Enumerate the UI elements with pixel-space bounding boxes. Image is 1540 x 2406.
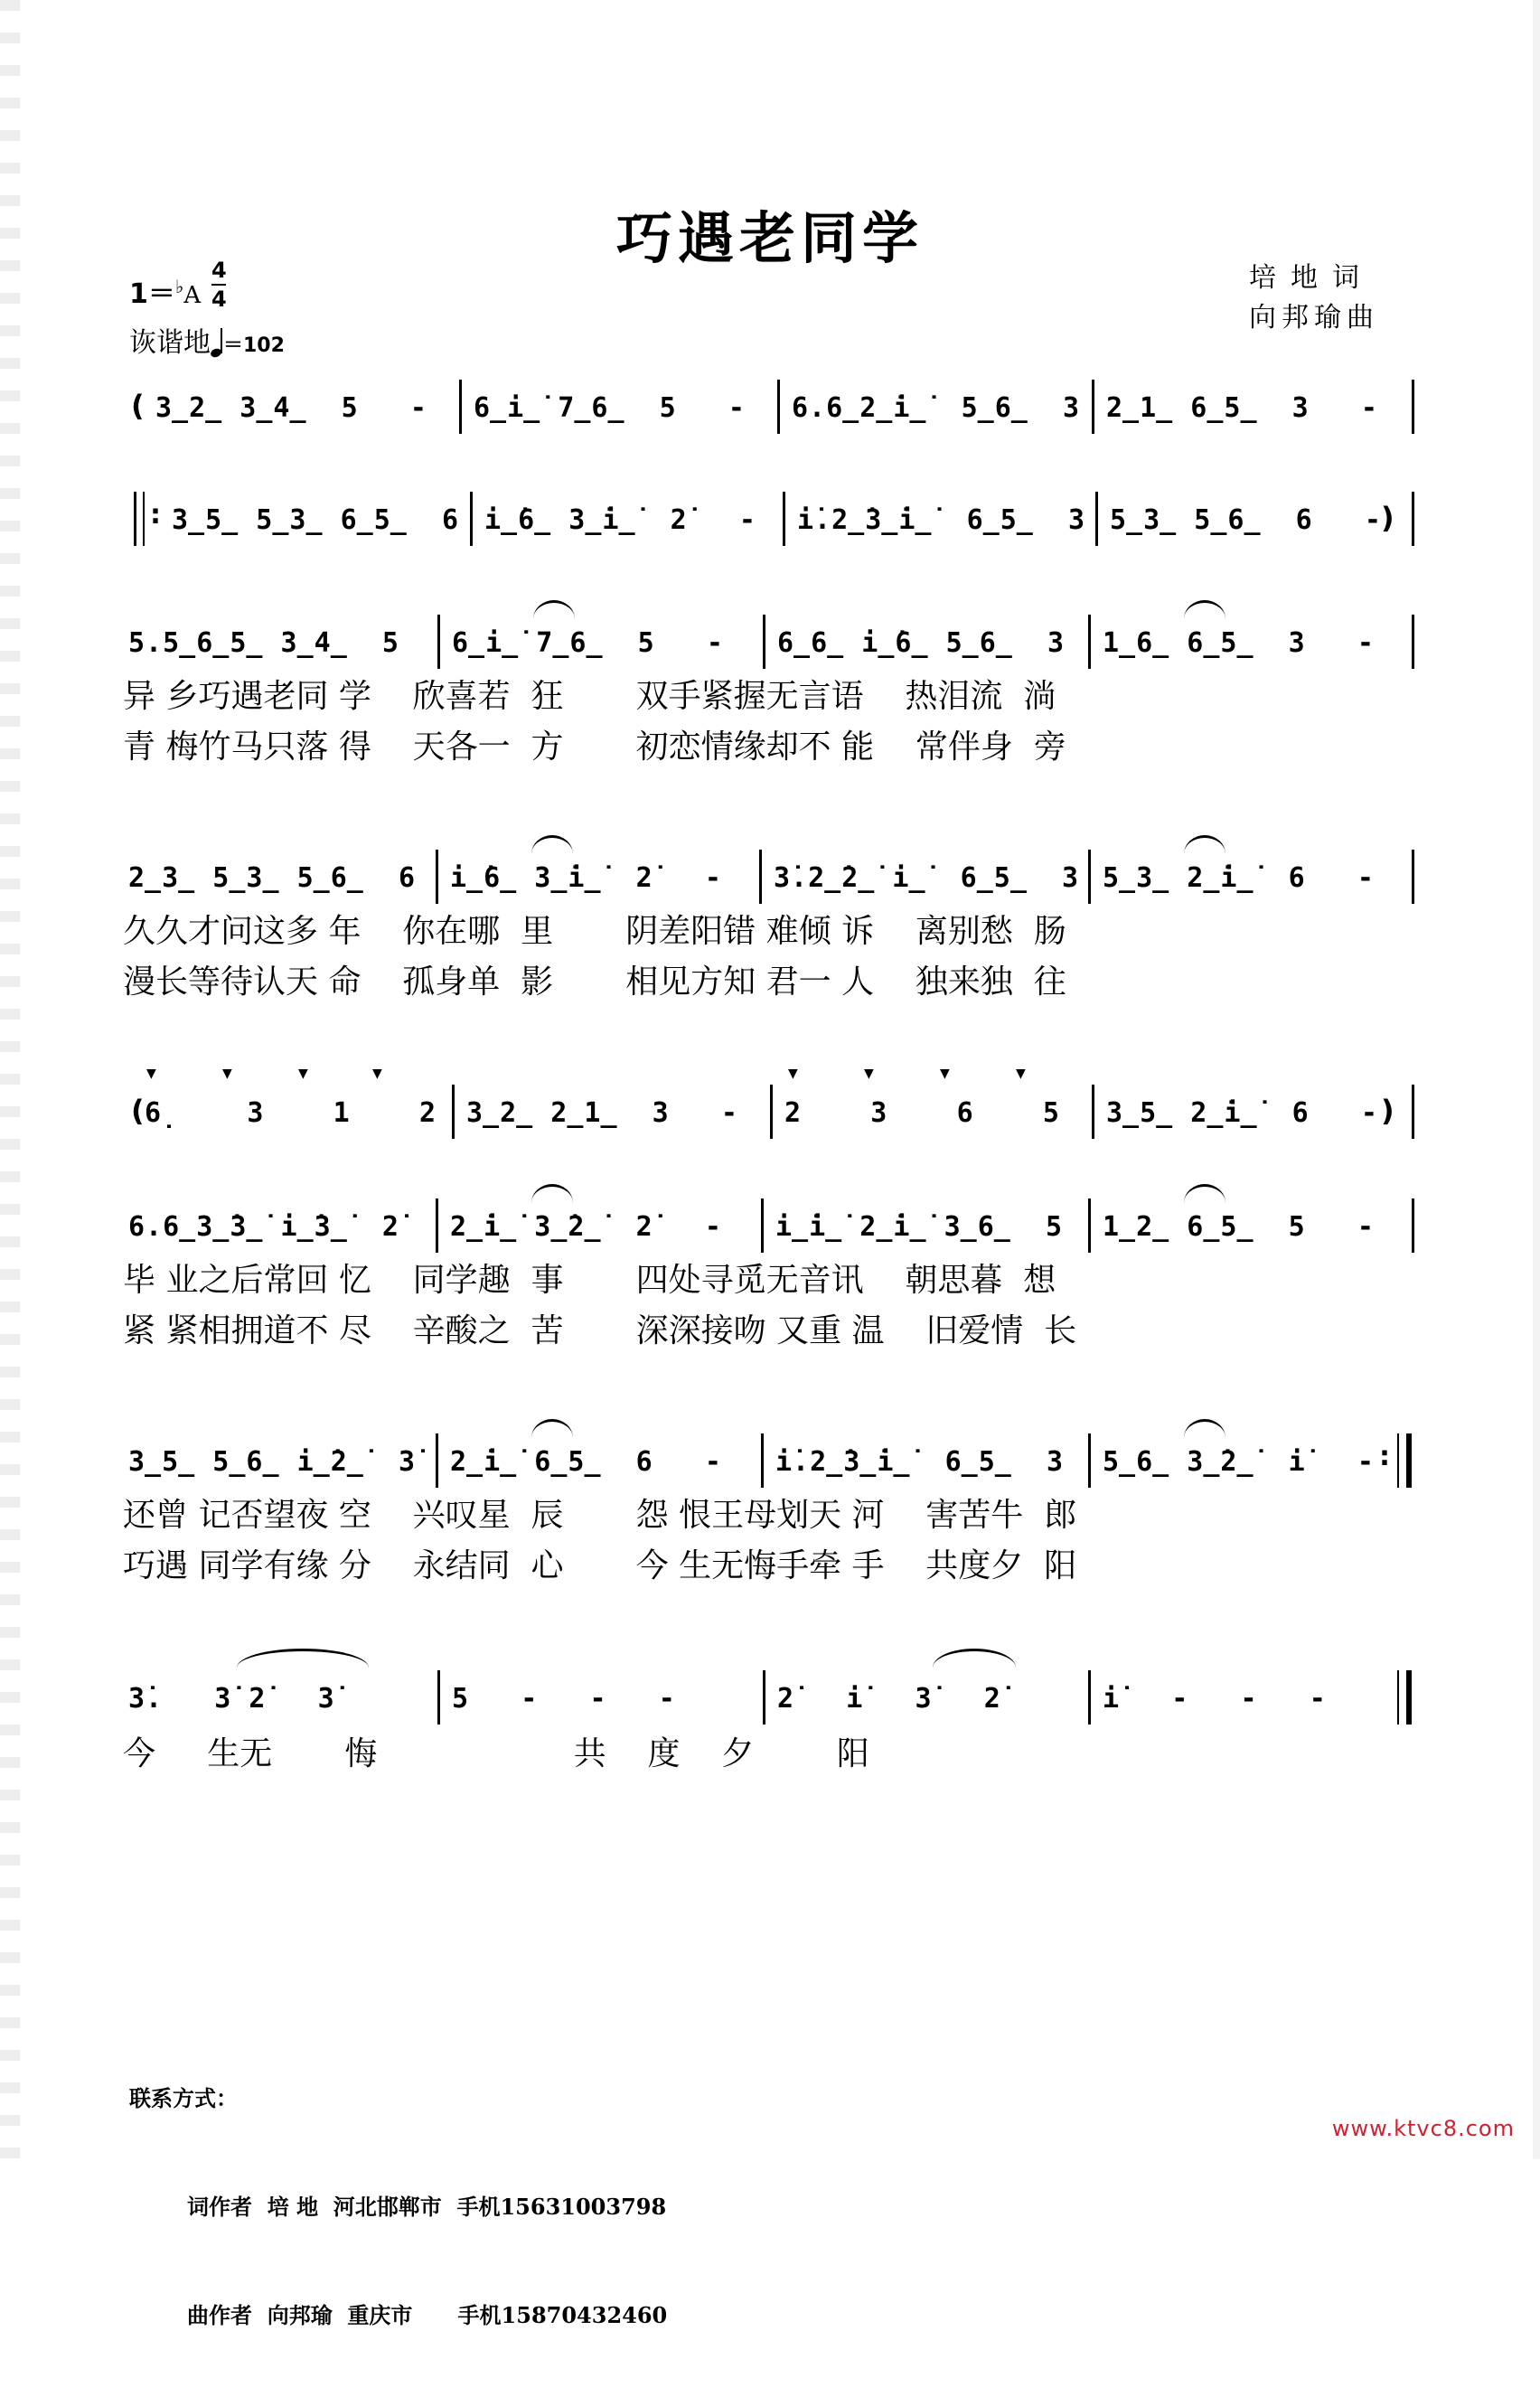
measure: 2̲̇i̲̇ 3̲̇2̲̇ 2̇ - [450, 1211, 722, 1243]
bar-line [436, 1198, 438, 1253]
lyrics-verse-2: 巧遇 同学有缘 分 永结同 心 今 生无悔手牵 手 共度夕 阳 [123, 1547, 1077, 1584]
side-watermark-strip [0, 0, 20, 2159]
measure: 5̲6̲ 3̲̇2̲̇ i̇ - [1103, 1446, 1375, 1478]
bar-line [1088, 1198, 1091, 1253]
tie [531, 1419, 573, 1438]
lyrics-verse-1: 毕 业之后常回 忆 同学趣 事 四处寻觅无音讯 朝思暮 想 [123, 1262, 1056, 1299]
repeat-dots: : [150, 499, 161, 531]
accent-mark-icon: ▼ [372, 1067, 382, 1081]
measure: 6.6̲2̲̇i̲̇ 5̲6̲ 3 [792, 392, 1081, 424]
tie [531, 835, 573, 854]
measure: 2̲̇i̲̇ 6̲5̲ 6 - [450, 1446, 722, 1478]
measure: 2̲1̲ 6̲5̲ 3 - [1106, 392, 1378, 424]
measure: 2̲3̲ 5̲3̲ 5̲6̲ 6 [128, 862, 417, 894]
bar-line [1412, 1085, 1414, 1139]
final-bar-thin [1397, 1670, 1399, 1725]
measure: 6̲i̲̇ 7̲6̲ 5 - [452, 627, 724, 659]
measure: 6̲6̲ i̲̇6̲ 5̲6̲ 3 [777, 627, 1066, 659]
score-row-2 [0, 492, 1540, 555]
bar-line [1412, 850, 1414, 904]
measure: 1̲2̲ 6̲5̲ 5 - [1103, 1211, 1375, 1243]
accent-mark-icon: ▼ [146, 1067, 156, 1081]
bar-line [1092, 380, 1094, 434]
measure: i̲̇6̲ 3̲̇i̲̇ 2̇ - [450, 862, 722, 894]
bar-line [1412, 380, 1414, 434]
score-row-4 [0, 850, 1540, 913]
bar-line [1412, 492, 1414, 546]
tempo-marking [129, 320, 285, 360]
measure: 2̇ i̇ 3̇ 2̇ [777, 1683, 1001, 1715]
repeat-start-thin [143, 492, 145, 546]
measure: 6̣ 3 1 2 [145, 1097, 437, 1129]
measure: i̇.2̲̇3̲̇i̲̇ 6̲5̲ 3 [775, 1446, 1065, 1478]
tie [1184, 600, 1225, 619]
measure: 2 3 6 5 [784, 1097, 1060, 1129]
bar-line [763, 1670, 765, 1725]
final-bar-thick [1406, 1670, 1412, 1725]
measure: 5.5̲6̲5̲ 3̲4̲ 5 [128, 627, 399, 659]
key-signature [129, 271, 201, 311]
contact-heading: 联系方式： [129, 2085, 238, 2111]
bar-line [436, 1433, 438, 1488]
lyrics-verse-1: 异 乡巧遇老同 学 欣喜若 狂 双手紧握无言语 热泪流 淌 [123, 678, 1056, 715]
bar-line [1095, 492, 1098, 546]
flat-sign: ♭ [174, 276, 184, 297]
close-paren: ) [1381, 501, 1394, 535]
measure: i̇ - - - [1103, 1683, 1327, 1715]
accent-mark-icon: ▼ [940, 1067, 950, 1081]
lyrics-verse-2: 漫长等待认天 命 孤身单 影 相见方知 君一 人 独来独 往 [123, 963, 1066, 1001]
tie [533, 600, 575, 619]
tie [933, 1649, 1016, 1668]
measure: 3̲5̲ 5̲3̲ 6̲5̲ 6 [172, 504, 460, 536]
bar-line [761, 1433, 764, 1488]
measure: 5̲3̲ 5̲6̲ 6 - [1110, 504, 1382, 536]
close-paren: ) [1381, 1094, 1394, 1128]
open-paren: ( [131, 389, 145, 423]
bar-line [1412, 615, 1414, 669]
bar-line [436, 850, 438, 904]
score-row-7 [0, 1433, 1540, 1497]
measure: 6̲i̲̇ 7̲6̲ 5 - [474, 392, 746, 424]
accent-mark-icon: ▼ [298, 1067, 308, 1081]
measure: 5 - - - [452, 1683, 676, 1715]
accent-mark-icon: ▼ [864, 1067, 874, 1081]
bar-line [1088, 1670, 1091, 1725]
bar-line [452, 1085, 455, 1139]
bar-line [1088, 850, 1091, 904]
measure: 5̲3̲ 2̲̇i̲̇ 6 - [1103, 862, 1375, 894]
repeat-dots: : [1379, 1441, 1390, 1472]
measure: 3̲5̲ 2̲̇i̲̇ 6 - [1106, 1097, 1378, 1129]
quarter-note-icon [211, 330, 223, 357]
tempo-bpm: ＝102 [223, 334, 285, 357]
accent-mark-icon: ▼ [788, 1067, 798, 1081]
measure: 3̇. 3̇ 2̇ 3̇ [128, 1683, 335, 1715]
tie [531, 1184, 573, 1203]
meter-top: 4 [211, 258, 227, 283]
song-title: 巧遇老同学 [615, 205, 924, 271]
right-edge-strip [1533, 0, 1540, 2159]
tie [1184, 1419, 1225, 1438]
measure: i̲̇6̲ 3̲̇i̲̇ 2̇ - [484, 504, 756, 536]
repeat-end-thick [1406, 1433, 1412, 1488]
contact-lyricist: 词作者 培 地 河北邯郸市 手机15631003798 [187, 2194, 667, 2220]
score-row-1 [0, 380, 1540, 443]
lyrics-verse-2: 紧 紧相拥道不 尽 辛酸之 苦 深深接吻 又重 温 旧爱情 长 [123, 1312, 1077, 1349]
tempo-text: 诙谐地 [129, 327, 211, 359]
tie [237, 1649, 369, 1668]
measure: 6.6̲3̲̇3̲̇ i̲̇3̲̇ 2̇ [128, 1211, 399, 1243]
score-row-3 [0, 615, 1540, 678]
lyrics-ending: 今 生无 悔 共 度 夕 阳 [123, 1735, 869, 1772]
bar-line [1088, 615, 1091, 669]
bar-line [1092, 1085, 1094, 1139]
measure: 3̲2̲ 3̲4̲ 5 - [155, 392, 427, 424]
measure: 3̲5̲ 5̲6̲ i̲̇2̲̇ 3̇ [128, 1446, 417, 1478]
measure: 1̲6̲ 6̲5̲ 3 - [1103, 627, 1375, 659]
score-row-8 [0, 1670, 1540, 1734]
accent-mark-icon: ▼ [222, 1067, 232, 1081]
composer-credit: 向邦瑜曲 [1249, 302, 1379, 334]
bar-line [1412, 1198, 1414, 1253]
score-row-5 [0, 1067, 1540, 1148]
accent-mark-icon: ▼ [1016, 1067, 1026, 1081]
key-note: A [183, 282, 202, 309]
bar-line [437, 615, 440, 669]
measure: i̲̇i̲̇ 2̲̇i̲̇ 3̲6̲ 5 [775, 1211, 1064, 1243]
score-row-6 [0, 1198, 1540, 1262]
tie [1184, 1184, 1225, 1203]
lyrics-verse-1: 久久才问这多 年 你在哪 里 阴差阳错 难倾 诉 离别愁 肠 [123, 913, 1066, 950]
contact-info [129, 2008, 667, 2406]
contact-composer: 曲作者 向邦瑜 重庆市 手机15870432460 [187, 2302, 668, 2328]
open-paren: ( [131, 1094, 145, 1128]
bar-line [777, 380, 780, 434]
lyricist-credit: 培地词 [1249, 262, 1374, 294]
measure: 3̲2̲ 2̲1̲ 3 - [466, 1097, 738, 1129]
measure: i̇.2̲̇3̲̇i̲̇ 6̲5̲ 3 [797, 504, 1086, 536]
bar-line [437, 1670, 440, 1725]
lyrics-verse-2: 青 梅竹马只落 得 天各一 方 初恋情缘却不 能 常伴身 旁 [123, 728, 1066, 766]
key-prefix: 1＝ [129, 278, 175, 310]
bar-line [770, 1085, 773, 1139]
bar-line [470, 492, 473, 546]
measure: 3̇.2̲̇2̲̇ i̲̇ 6̲5̲ 3 [774, 862, 1080, 894]
bar-line [1088, 1433, 1091, 1488]
repeat-start-thick [134, 492, 136, 546]
bar-line [759, 850, 762, 904]
tie [1184, 835, 1225, 854]
bar-line [761, 1198, 764, 1253]
bar-line [763, 615, 765, 669]
meter-bottom: 4 [211, 287, 227, 312]
repeat-end-thin [1397, 1433, 1399, 1488]
lyrics-verse-1: 还曾 记否望夜 空 兴叹星 辰 怨 恨王母划天 河 害苦牛 郎 [123, 1497, 1077, 1534]
bar-line [459, 380, 462, 434]
site-watermark: www.ktvc8.com [1331, 2116, 1515, 2141]
bar-line [783, 492, 785, 546]
time-signature [211, 257, 227, 313]
